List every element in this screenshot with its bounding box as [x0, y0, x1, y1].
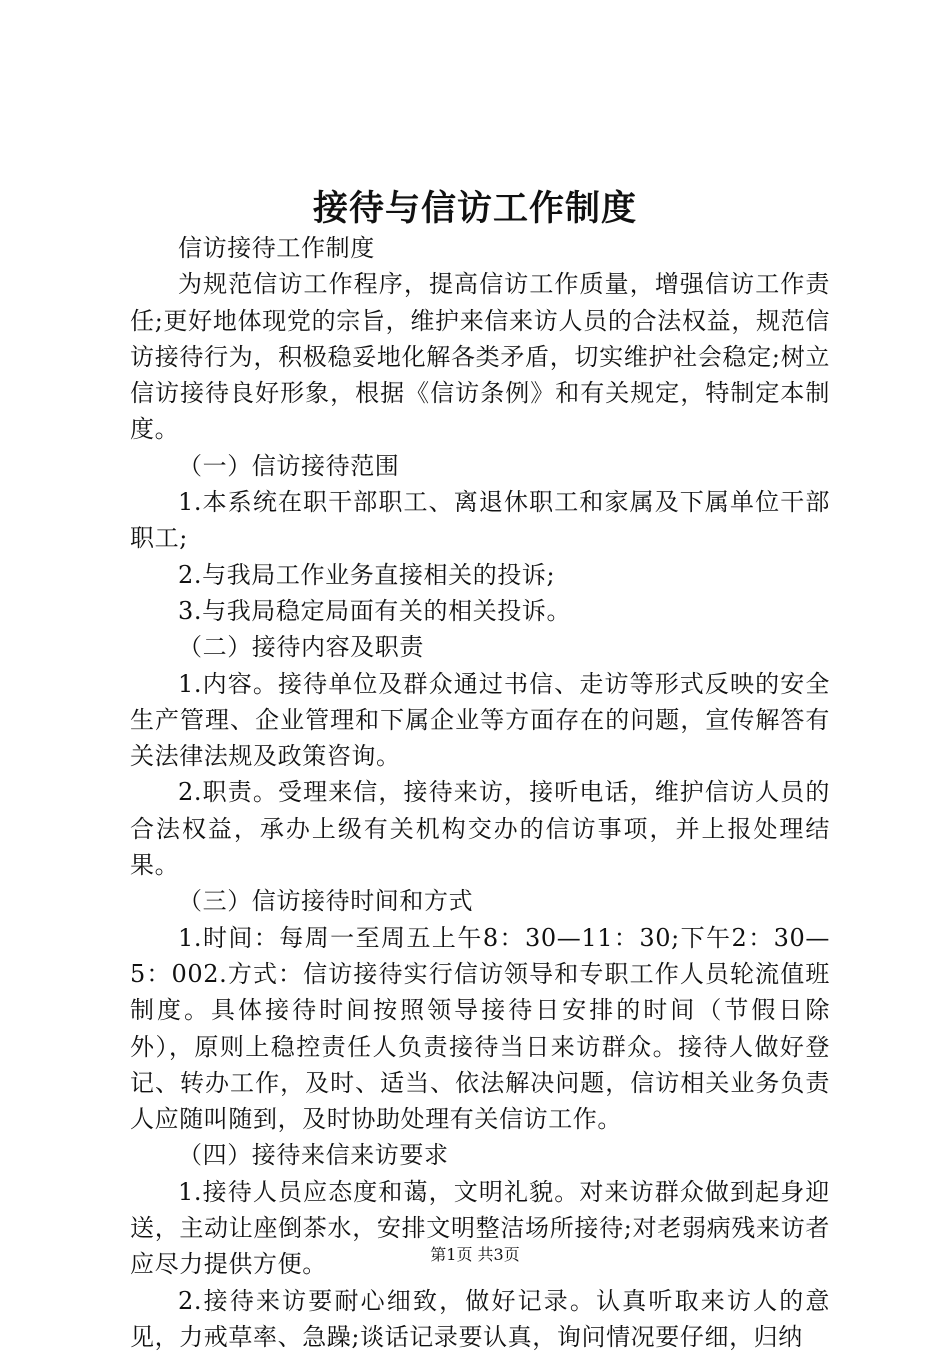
- page-number-footer: 第1页 共3页: [430, 1245, 520, 1264]
- section-heading: （一）信访接待范围: [178, 451, 400, 480]
- section-heading: （三）信访接待时间和方式: [178, 887, 474, 916]
- paragraph: 1.内容。接待单位及群众通过书信、走访等形式反映的安全生产管理、企业管理和下属企业等方面存在的问题，宣传解答有关法律法规及政策咨询。: [130, 669, 830, 771]
- document-body: [130, 230, 830, 1355]
- paragraph: 3.与我局稳定局面有关的相关投诉。: [178, 596, 572, 625]
- paragraph: 2.与我局工作业务直接相关的投诉;: [178, 560, 556, 589]
- paragraph: 2.接待来访要耐心细致，做好记录。认真听取来访人的意见，力戒草率、急躁;谈话记录要认真，询问情况要仔细，归纳: [130, 1286, 830, 1351]
- section-heading: （四）接待来信来访要求: [178, 1141, 449, 1170]
- paragraph: 2.职责。受理来信，接待来访，接听电话，维护信访人员的合法权益，承办上级有关机构交办的信访事项，并上报处理结果。: [130, 778, 830, 880]
- paragraph: 1.本系统在职干部职工、离退休职工和家属及下属单位干部职工;: [130, 488, 830, 553]
- section-heading: 信访接待工作制度: [178, 234, 375, 262]
- section-heading: （二）接待内容及职责: [178, 633, 424, 662]
- paragraph: 1.接待人员应态度和蔼，文明礼貌。对来访群众做到起身迎送，主动让座倒茶水，安排文明整洁场所接待;对老弱病残来访者应尽力提供方便。: [130, 1177, 830, 1279]
- paragraph: 为规范信访工作程序，提高信访工作质量，增强信访工作责任;更好地体现党的宗旨，维护来信来访人员的合法权益，规范信访接待行为，积极稳妥地化解各类矛盾，切实维护社会稳定;树立信访接待良好形象，根据《信访条例》和有关规定，特制定本制度。: [130, 270, 830, 444]
- document-title: 接待与信访工作制度: [312, 188, 637, 229]
- paragraph: 1.时间：每周一至周五上午8：30—11：30;下午2：30—5：002.方式：信访接待实行信访领导和专职工作人员轮流值班制度。具体接待时间按照领导接待日安排的时间（节假日除外），原则上稳控责任人负责接待当日来访群众。接待人做好登记、转办工作，及时、适当、依法解决问题，信访相关业务负责人应随叫随到，及时协助处理有关信访工作。: [130, 923, 830, 1134]
